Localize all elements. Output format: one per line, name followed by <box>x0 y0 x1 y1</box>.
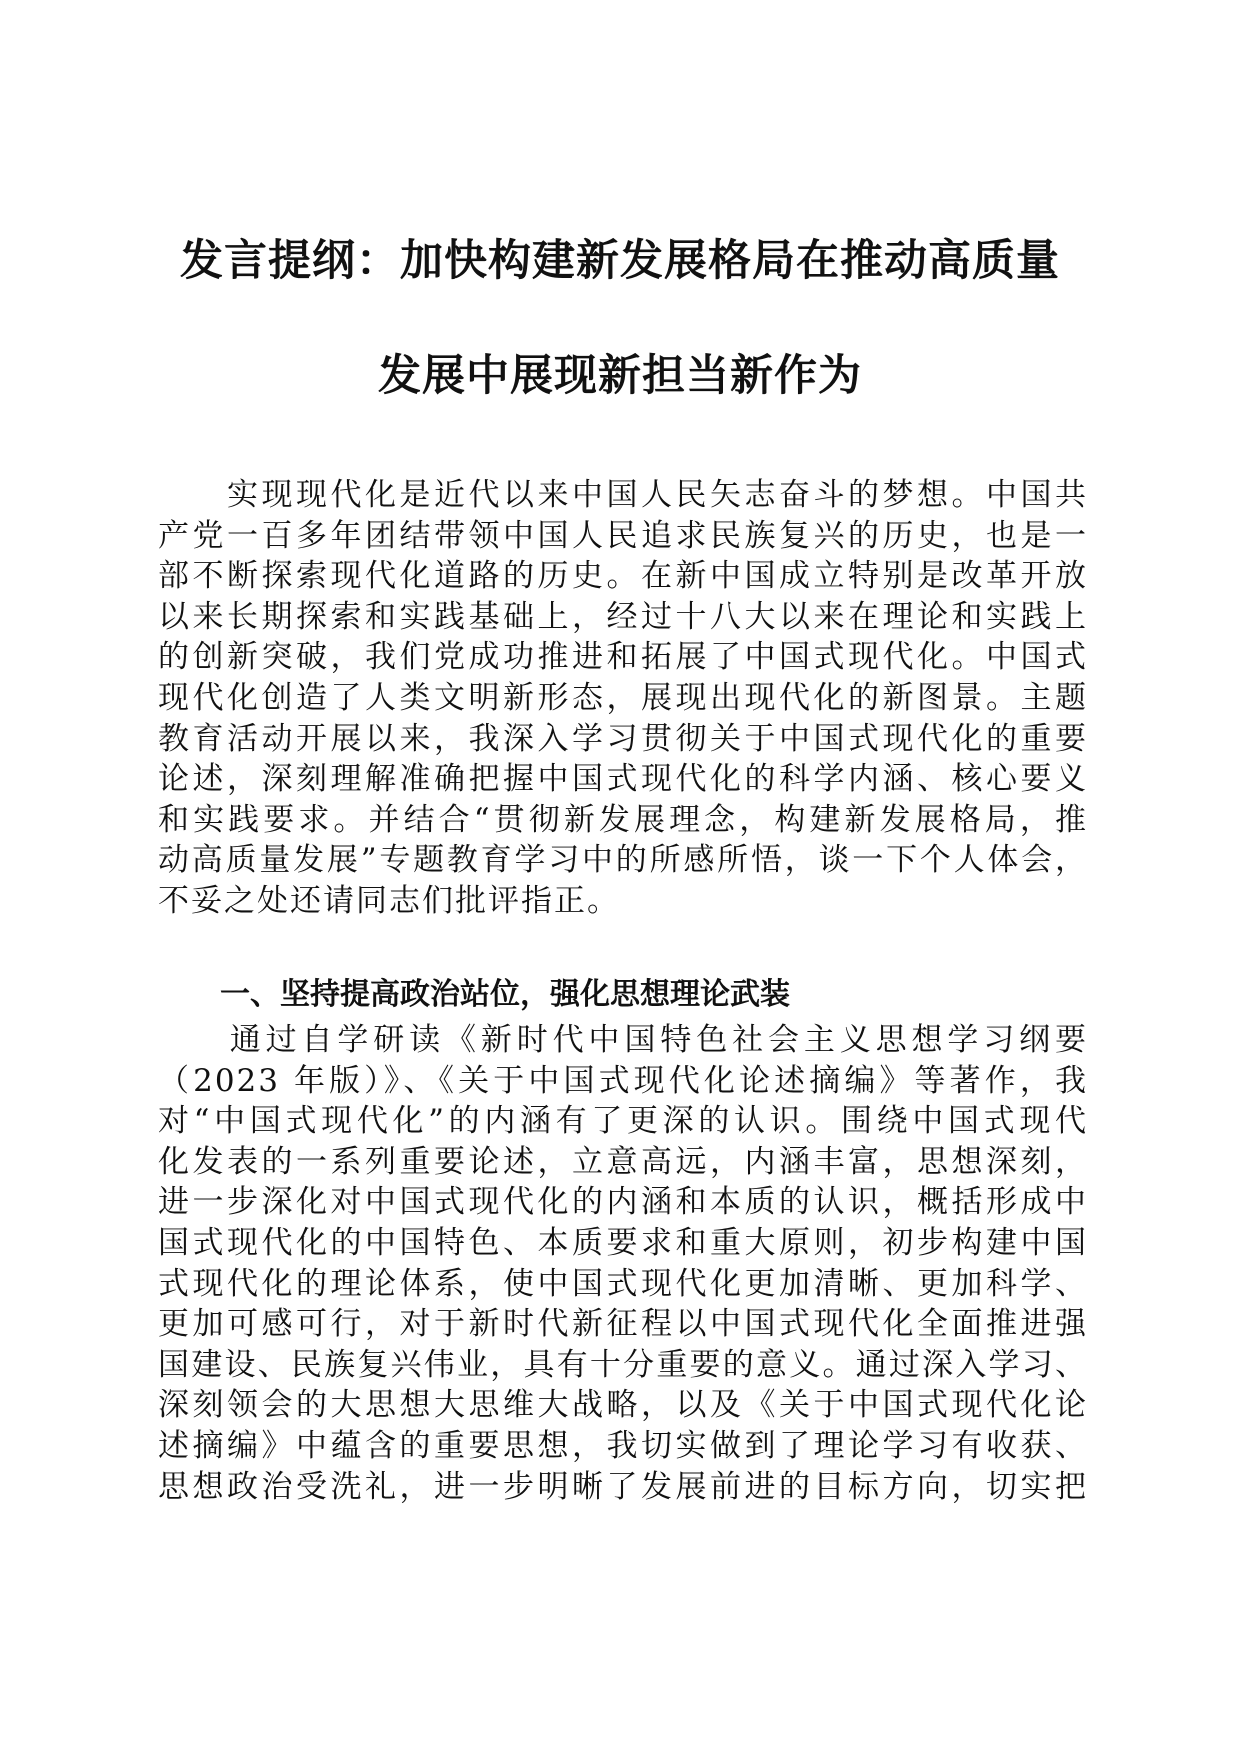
paragraph-line: 深刻领会的大思想大思维大战略，以及《关于中国式现代化论 <box>158 1387 1088 1424</box>
paragraph-line: 教育活动开展以来，我深入学习贯彻关于中国式现代化的重要 <box>158 720 1088 757</box>
paragraph-line: 不妥之处还请同志们批评指正。 <box>158 882 620 919</box>
paragraph-line: 现代化创造了人类文明新形态，展现出现代化的新图景。主题 <box>158 679 1088 716</box>
paragraph-line: 动高质量发展”专题教育学习中的所感所悟，谈一下个人体会， <box>158 842 1088 879</box>
paragraph-line: 部不断探索现代化道路的历史。在新中国成立特别是改革开放 <box>158 558 1088 595</box>
section-1-paragraph <box>158 1020 1088 1507</box>
paragraph-line: 述摘编》中蕴含的重要思想，我切实做到了理论学习有收获、 <box>158 1427 1088 1464</box>
paragraph-line: 化发表的一系列重要论述，立意高远，内涵丰富，思想深刻， <box>158 1143 1088 1180</box>
paragraph-line: 以来长期探索和实践基础上，经过十八大以来在理论和实践上 <box>158 598 1088 635</box>
paragraph-line: 和实践要求。并结合“贯彻新发展理念，构建新发展格局，推 <box>158 801 1088 838</box>
paragraph-line: 论述，深刻理解准确把握中国式现代化的科学内涵、核心要义 <box>158 761 1088 798</box>
paragraph-line: 进一步深化对中国式现代化的内涵和本质的认识，概括形成中 <box>158 1184 1088 1221</box>
section-heading-1: 一、坚持提高政治站位，强化思想理论武装 <box>220 977 790 1012</box>
paragraph-line: 对“中国式现代化”的内涵有了更深的认识。围绕中国式现代 <box>158 1103 1088 1140</box>
document-title-line-1: 发言提纲：加快构建新发展格局在推动高质量 <box>180 236 1060 286</box>
paragraph-line: 国建设、民族复兴伟业，具有十分重要的意义。通过深入学习、 <box>158 1346 1088 1383</box>
paragraph-line: 国式现代化的中国特色、本质要求和重大原则，初步构建中国 <box>158 1224 1088 1261</box>
paragraph-line: 式现代化的理论体系，使中国式现代化更加清晰、更加科学、 <box>158 1265 1088 1302</box>
paragraph-line: 实现现代化是近代以来中国人民矢志奋斗的梦想。中国共 <box>158 477 1088 513</box>
paragraph-line: 产党一百多年团结带领中国人民追求民族复兴的历史，也是一 <box>158 517 1088 554</box>
document-title-line-2: 发展中展现新担当新作为 <box>378 351 862 401</box>
paragraph-line: 通过自学研读《新时代中国特色社会主义思想学习纲要 <box>158 1022 1088 1058</box>
intro-paragraph <box>158 475 1088 922</box>
paragraph-line: 更加可感可行，对于新时代新征程以中国式现代化全面推进强 <box>158 1306 1088 1343</box>
paragraph-line: 的创新突破，我们党成功推进和拓展了中国式现代化。中国式 <box>158 639 1088 676</box>
paragraph-line: 思想政治受洗礼，进一步明晰了发展前进的目标方向，切实把 <box>158 1468 1088 1505</box>
paragraph-line: （2023 年版）》、《关于中国式现代化论述摘编》等著作，我 <box>158 1062 1088 1099</box>
